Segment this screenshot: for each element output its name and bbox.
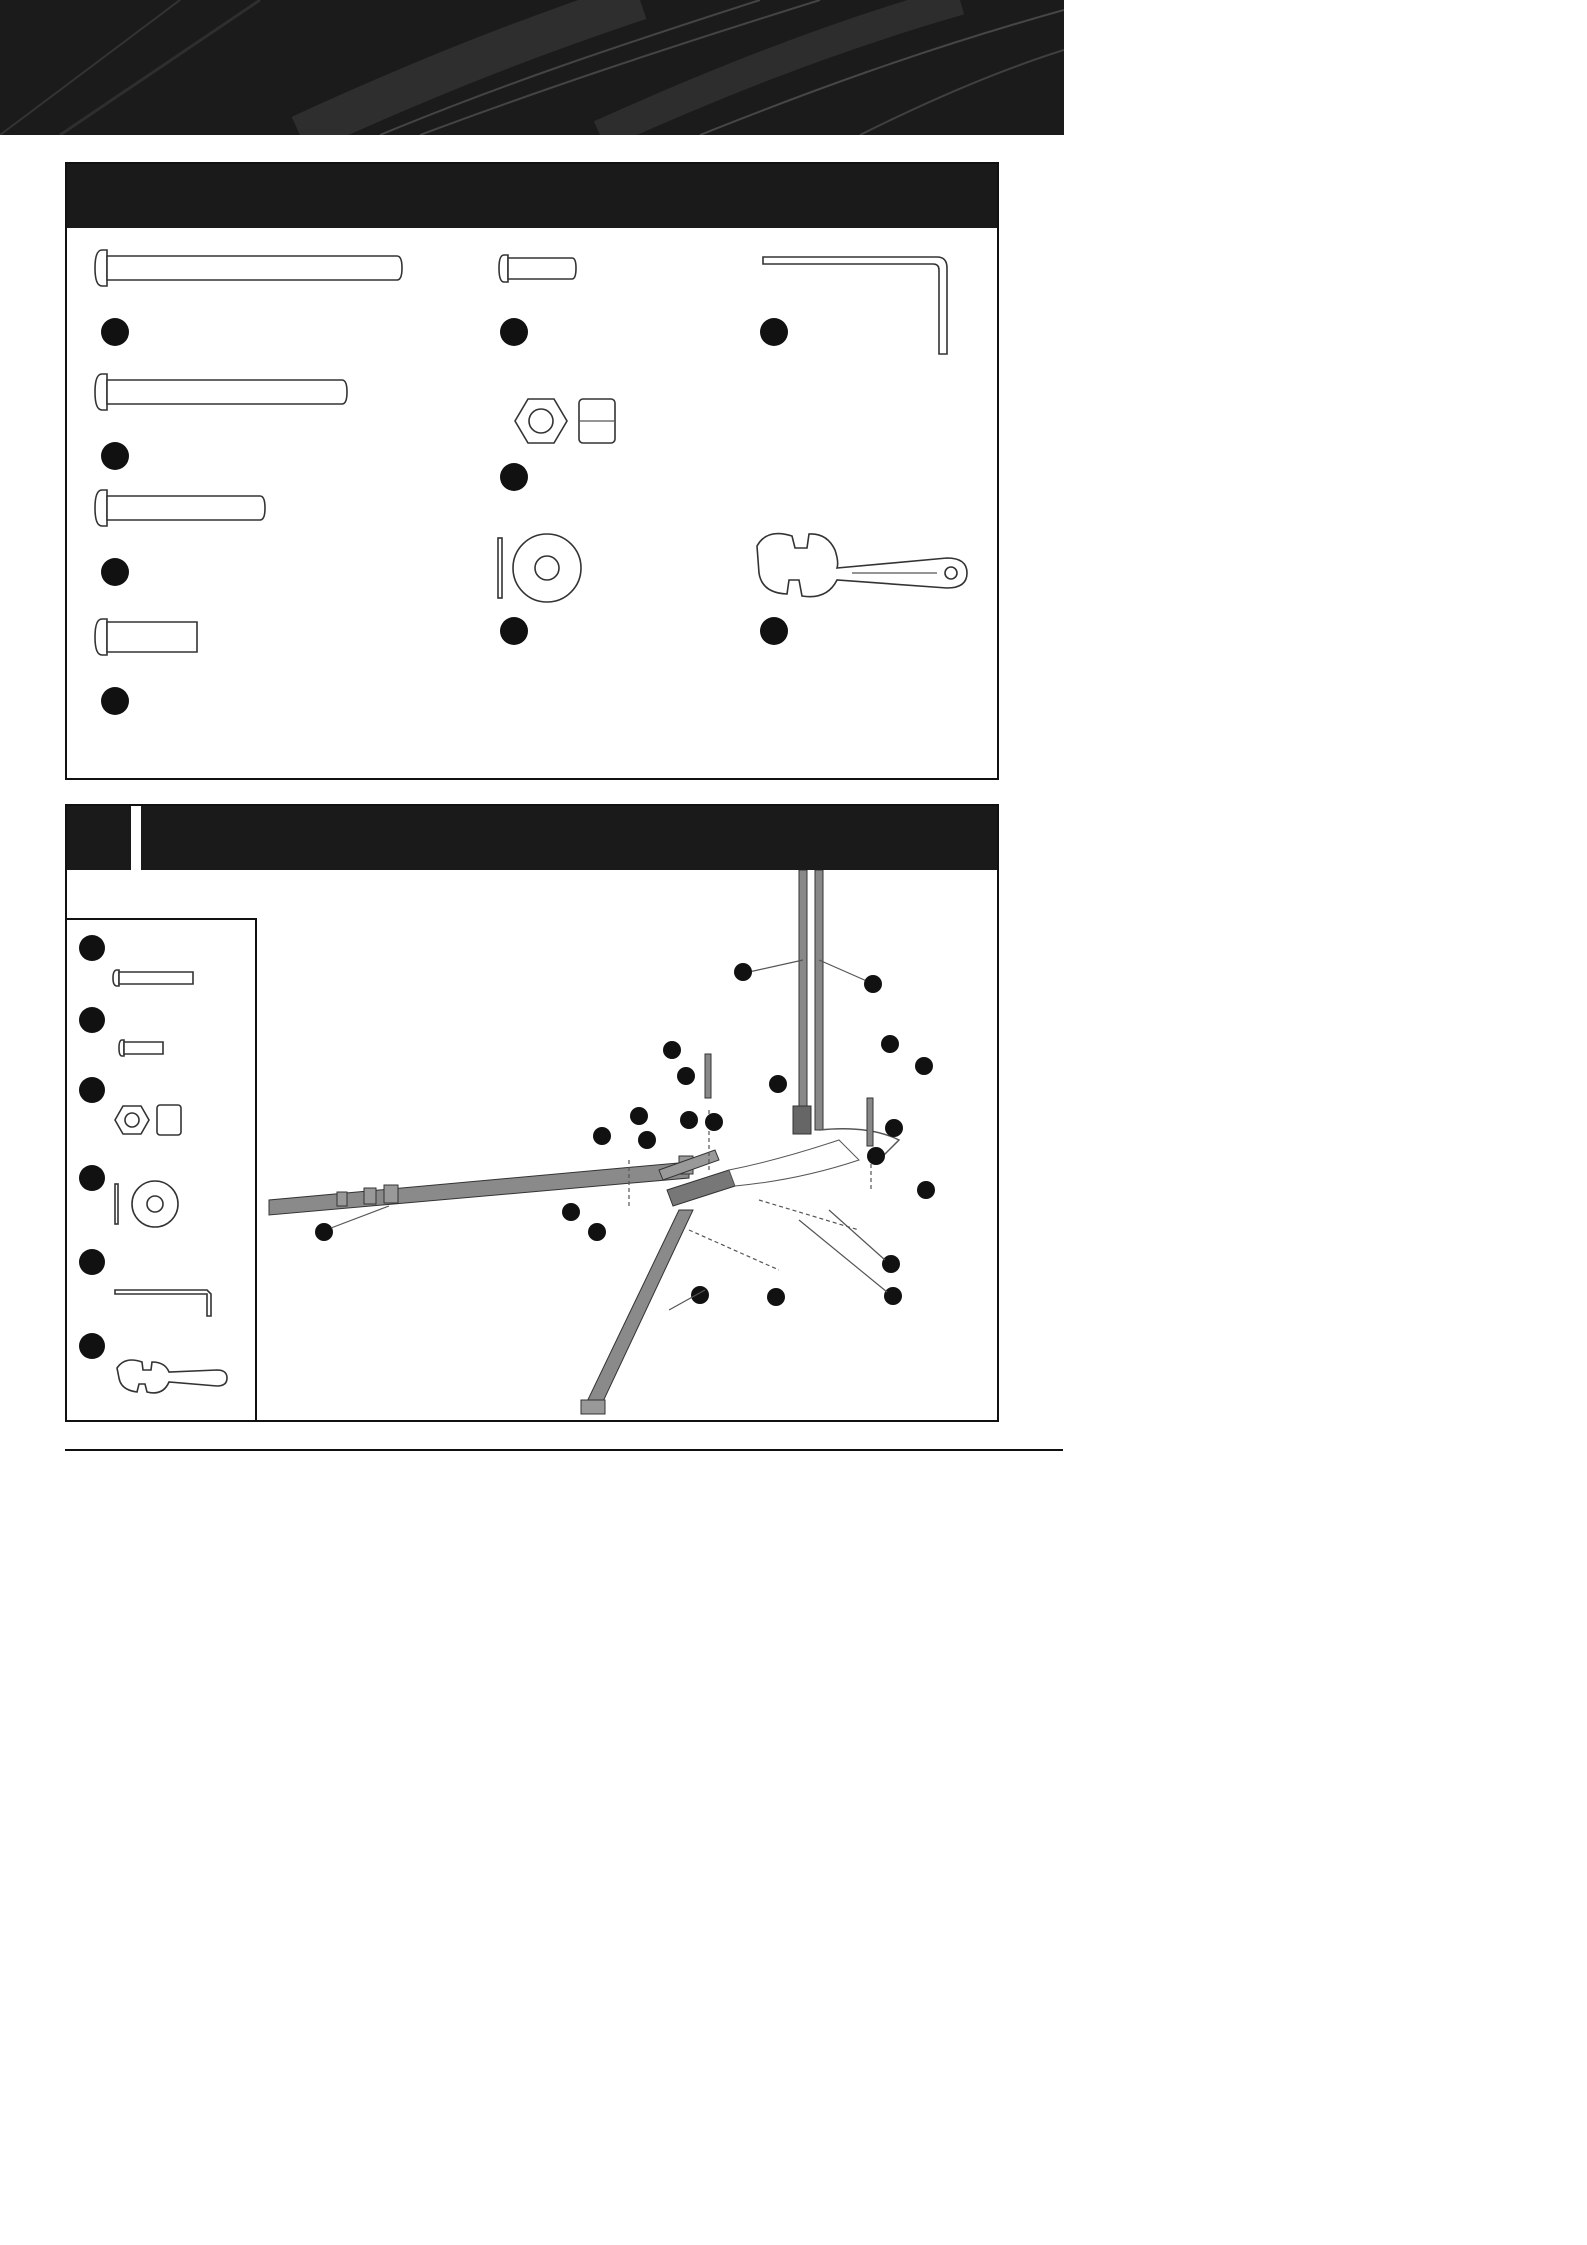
wrench-icon [117,1360,227,1393]
hardware-drawings [67,920,255,1420]
small-bolt-icon [119,1040,163,1056]
step-panel-header [67,806,997,870]
parts-drawings [67,228,997,778]
hardware-marker [79,1077,105,1103]
stub-bolt-marker [101,687,129,715]
medium-bolt-icon [95,374,347,410]
long-bolt-marker [101,318,129,346]
bolt-icon [113,970,193,986]
left-leg [269,1156,693,1215]
short-bolt-marker [101,558,129,586]
parts-panel-header [67,164,997,228]
step-panel [65,804,999,1422]
stub-bolt-icon [95,619,197,655]
long-bolt-icon [95,250,402,286]
step-number-box [67,806,131,870]
assembly-drawing [259,870,999,1420]
upright-posts [799,870,823,1130]
allen-key-icon [763,257,947,354]
washer-marker [500,617,528,645]
hardware-marker [79,1333,105,1359]
bottom-rule [65,1449,1063,1451]
header-banner [0,0,1064,135]
hex-nut-icon [115,1105,181,1135]
small-bolt-marker [500,318,528,346]
step-divider [131,806,141,870]
allen-key-marker [760,318,788,346]
short-bolt-icon [95,490,265,526]
wrench-marker [760,617,788,645]
medium-bolt-marker [101,442,129,470]
hardware-marker [79,1165,105,1191]
parts-panel [65,162,999,780]
center-bracket [659,1129,899,1206]
hardware-marker [79,1249,105,1275]
callouts [315,960,935,1310]
hardware-marker [79,935,105,961]
hardware-marker [79,1007,105,1033]
hardware-list [67,918,257,1422]
nut-marker [500,463,528,491]
allen-key-icon [115,1290,211,1316]
header-stripes [0,0,1064,135]
wrench-icon [757,534,967,597]
washer-icon [498,534,581,602]
washer-icon [115,1181,178,1227]
small-bolt-icon [499,255,576,282]
hex-nut-icon [515,399,615,443]
pins [705,1054,873,1146]
